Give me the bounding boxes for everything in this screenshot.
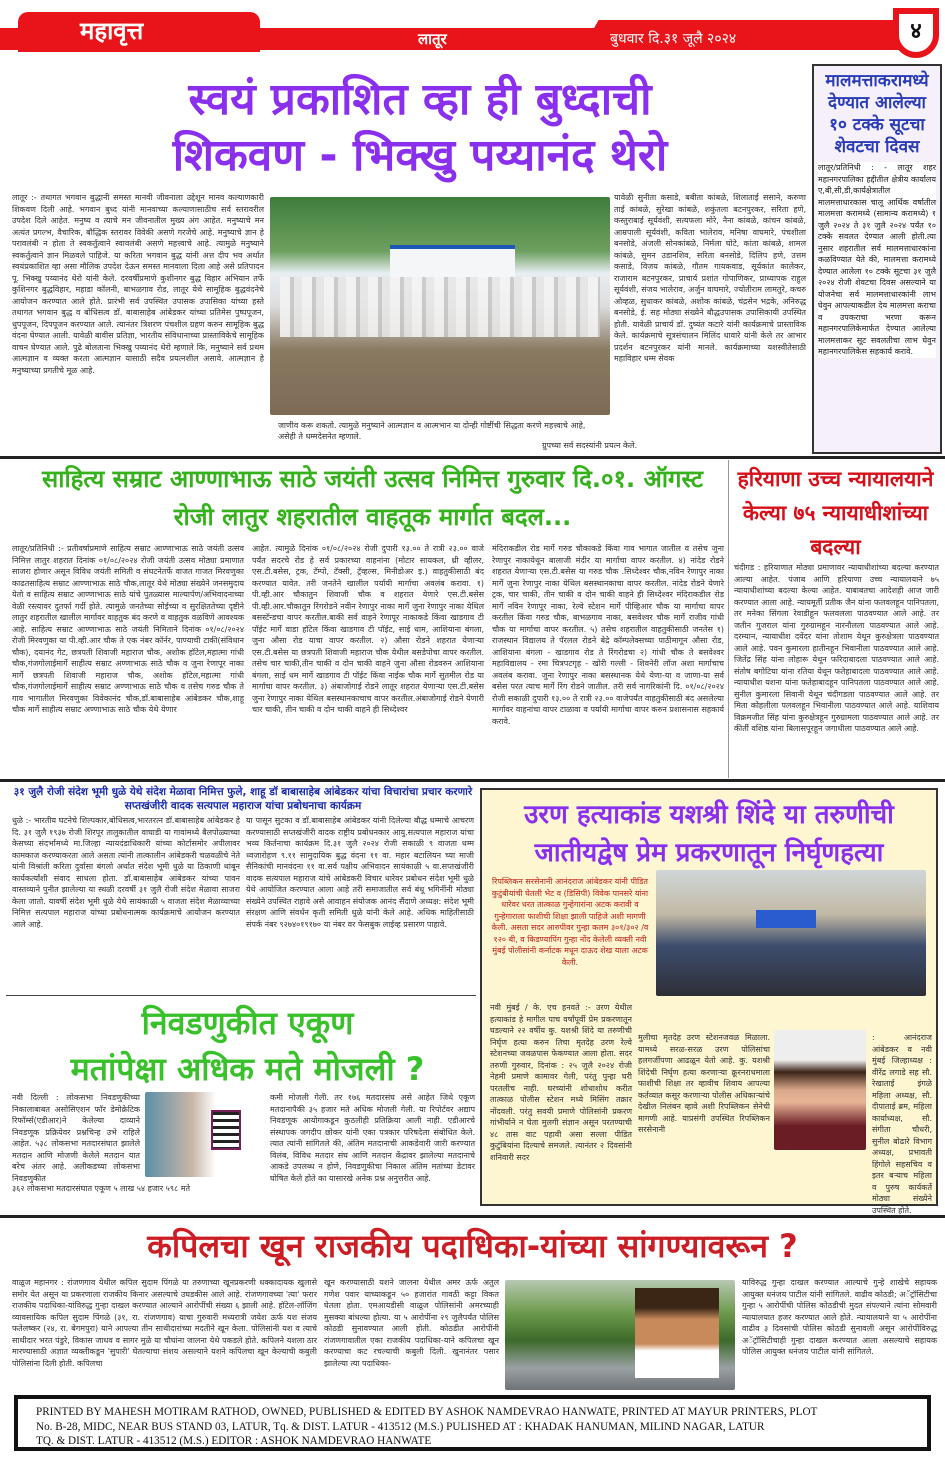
edition-city: लातूर [418, 30, 447, 48]
masthead [0, 0, 945, 60]
traffic-column-1: लातूर/प्रतिनिधी :- प्रतीवर्षाप्रमाणे साहित्य सम्राट आण्णाभाऊ साठे जयंती उत्सव निमित्त लातुर शहरात दिनांक ०१/०८/२०२४ रोजी जयंती उत्सव मोठ्या प्रमाणात साजरा होणार असून विविध जयंती समिती व संघटनेतर्फे वाजत गाजत मिरवणुका काढतसाहित्य सम्राट आण्णाभाऊ साठे चौक,लातूर येथे मोठ्या संख्येने जनसमुदाय येतो व साहित्य सम्राट आण्णाभाऊ साठे यांचे पुतळ्यास माल्यार्पण/अभिवादनाच्या वेळी रस्त्यावर दुतर्फा गर्दी होते. त्यामुळे जनतेच्या सोईच्या व सुरक्षिततेच्या दृष्टीने लातुर शहरातील खालील मार्गावर वाहतुक बंद करणे व वाहतुक वळविणे आवश्यक आहे. साहित्य सम्राट आण्णाभाऊ साठे जयंती निमिताने दिनांक ०१/०८/२०२४ रोजी मिरवणुका या पी.व्ही.आर चौक ते एक नंबर कॉर्नर, पाण्याची टाकी(संविधान चौक), दयानंद गेट, छत्रपती शिवाजी महाराज चौक, अशोक हॉटेल,महात्मा गांधी चौक,गंजगोलाईमार्गे साहीत्य सम्राट अण्णाभाऊ साठे चौक व जुना रेणापूर नाका मार्गे छत्रपती शिवाजी महाराज चौक, अशोक हॉटेल,महात्मा गांधी चौक,गंजगोलाईमार्गे साहीत्य सम्राट अण्णाभाऊ साठे चौक व तसेच गरुड चौक ते गाव भागातील मिरवणुका विवेकानंद चौक,डॉ.बाबासाहेब आंबेडकर चौक,शाहू चौक मार्गे साहीत्य सम्राट अण्णाभाऊ साठे चौक येथे येणार [12, 544, 244, 714]
uran-column-2: मुलीचा मृतदेह उरण स्टेशनजवळ मिळाला. यामध्ये सरळ-सरळ उरण पोलिसांचा हलगर्जीपणा आढळून येतो आहे. कु. यशश्री शिंदेची निर्घृण हत्या करणाऱ्या क्रूरनराधमाला फाशीची शिक्षा तर व्हावीच शिवाय आपल्या कर्तव्यात कसूर करणाऱ्या पोलीस अधिकाऱ्यांचे देखील निलंबन व्हावे अशी रिपब्लिकन सेनेची मागणी आहे. याप्रसंगी उपस्थित रिपब्लिकन सरसेनानी [638, 1033, 770, 1134]
uran-column-1: नवी मुंबई / के. एच हनवते :- उरण येथील हत्याकांड हे मागील पाच वर्षांपूर्वी प्रेम प्रकरणातून घडल्याने २२ वर्षीय कु. यशश्री शिंदे या तरुणीची निर्घृण हत्या करुन तिचा मृतदेह उरण रेल्वे स्टेशनच्या जवळपास फेकण्यात आला होता. सदर तरुणी गुरुवार, दिनांक : २५ जुलै २०२४ रोजी नेहमी प्रमाणे कामावर गेली, परंतु पुन्हा घरी परतलीच नाही. घरच्यांनी शोधाशोध करीत तात्काळ पोलीस स्टेशन मध्ये मिसिंग तक्रार नोंदवली. परंतु सवयी प्रमाणे पोलिसांनी प्रकरण गांभीर्याने न घेता मुलगी संज्ञान असून परतण्याची ४८ तास वाट पहावी असा सल्ला पीडित कुटुंबियांना दिल्याचे समजले. त्यानंतर २ दिवसांनी शनिवारी सदर [490, 1003, 632, 1162]
protest-photo [656, 870, 926, 996]
lead-headline [40, 72, 800, 184]
section-divider [0, 779, 945, 782]
election-column-2: कमी मोजली गेली. तर १७६ मतदारसंघ असे आहेत जिथे एकूण मतदानापैकी ३५ हजार मते अधिक मोजली गेली. या रिपोर्टवर अद्याप निवडणूक आयोगाकडून कुठलीही प्रतिक्रिया आली नाही. एडीआरचे संस्थापक जगदीप छोकर यांनी एका पत्रकार परिषदेला संबोधित केले. त्यात त्यांनी सांगितले की, अंतिम मतदानाची आकडेवारी जारी करण्यात विलंब, विविध मतदार संघ आणि मतदान केंद्रावर झालेल्या मतदानाचे आकडे उपलब्ध न होणे, निवडणुकीचा निकाल अंतिम मतांच्या डेटावर घोषित केले होते का यासारखे अनेक प्रश्न अनुत्तरीत आहे. [270, 1093, 475, 1183]
imprint-line-3: TQ. & DIST. LATUR - 413512 (M.S.) EDITOR : ASHOK NAMDEVRAO HANWATE [36, 1435, 432, 1447]
lead-headline-line2: शिकवण - भिक्खु पय्यानंद थेरो [172, 130, 668, 181]
kapil-column-3: याविरुद्ध गुन्हा दाखल करण्यात आल्याचे गुन्हे शाखेचे सहायक आयुक्त धनंजय पाटील यांनी सांगितले. वाढीव कोठडी; अॅट्रॉसिटीचा गुन्हा ५ आरोपींची पोलिस कोठडीची मुदत संपल्याने त्यांना सोमवारी न्यायालयात हजर करण्यात आले होते. न्यायालयाने या ५ आरोपींना वाढीव ३ दिवसांची पोलिस कोठडी सुनावली असून आरोपींविरुद्ध अॅट्रॉसिटीचाही गुन्हा दाखल करण्यात आला असल्याचे सहायक पोलिस आयुक्त धनंजय पाटील यांनी सांगितले. [742, 1278, 937, 1356]
section-divider [0, 1215, 945, 1218]
lead-headline-line1: स्वयं प्रकाशित व्हा ही बुध्दाची [188, 74, 652, 125]
election-headline-line1: निवडणुकीत एकूण [141, 1004, 354, 1042]
divider [6, 995, 476, 996]
police-station-sign [756, 910, 816, 928]
page-number: ४ [893, 8, 939, 58]
election-headline-line2: मतांपेक्षा अधिक मते मोजली ? [70, 1050, 425, 1088]
dhule-column-2: या पासून सुटका व डॉ.बाबासाहेब आंबेडकर यांनी दिलेल्या बौद्ध धम्माचे आचरण करण्यासाठी सप्तखंजीरी वादक राष्ट्रीय प्रबोधनकार आयु.सत्यपाल महाराज यांचा भव्य किर्तनाचा कार्यक्रम दि.३१ जुलै २०२४ रोजी सकाळी ९ वाजता धम्म ध्वजारोहण ९.११ सामुदायिक बुद्ध वंदना ११ वा. महार बटालियन च्या माजी सैनिकांची मानवंदना ११ वा.सर्व पक्षीय अभिवादन सायंकाळी ५ वा.सप्तखंजीरी वादक सत्यपाल महाराज यांचे आंबेडकरी विचार धारेवर प्रबोधन संदेश भूमी धुळे येथे आयोजित करण्यात आला आहे तरी समाजातील सर्व बंधू भगिनींनी मोठ्या संख्येने उपस्थित राहावे असे आवाहन संयोजक आनंद सैंदाणे अध्यक्ष: संदेश भूमी संरक्षण आणि संवर्धन कृती समिती धुळे यांनी केले आहे. अधिक माहितीसाठी संपर्क नंबर ९२७४०१९१७० या नंबर वर फेसबुक लाईव्ह प्रसारण पाहावे. [246, 816, 474, 929]
crime-scene-photo [505, 1280, 735, 1390]
haryana-body: चंदीगड : हरियाणात मोठ्या प्रमाणावर न्यायाधीशांच्या बदल्या करण्यात आल्या आहेत. पंजाब आणि हरियाणा उच्च न्यायालयाने ७५ न्यायाधीशांच्या बदल्या केल्या आहेत. याबाबतचा आदेशही आज जारी करण्यात आला आहे. न्यायमूर्ती प्रतीक जैन यांना फलवलहून पानिपतला, तर मनेका सिंगला रेवाडीहून फलवलला पाठवण्यात आले आहे. तर जतीन गुजराल यांना गुरुग्रामहून नारनौलला पाठवण्यात आले आहे. दरम्यान, न्यायाधीश दवेंदर यांना तोशाम येथून कुरुक्षेत्रला पाठवण्यात आले आहे. पवन कुमारला हातीनहून भिवानीला पाठवण्यात आले आहे. जितेंद्र सिंह यांना लोहारू येथून फरिदाबादला पाठवण्यात आले आहे. संतोष बगोटिया यांना रतिया येथून फतेहाबादला पाठवण्यात आले आहे. न्यायाधीश यशना यांना फतेहाबादहून पानिपतला पाठवण्यात आले आहे. सुनील कुमारला सिवानी येथून चंदीगडला पाठवण्यात आले आहे. तर मिता कोहलीला पलवलहून भिवानीला पाठवण्यात आले आहे. याशिवाय विक्रमजीत सिंह यांना कुरुक्षेत्रहून गुरुग्रामला पाठवण्यात आले आहे. तर कीर्ती वशिष्ठ यांना बिलासपूरहून जगाधीला पाठवण्यात आले आहे. [734, 563, 939, 733]
lead-column-1: लातूर :- तथागत भगवान बुद्धानी समस्त मानवी जीवनाला उद्देशून मानव कल्याणकारी शिकवण दिली आहे. भगवान बुध्द यांनी मानवाच्या कल्याणासाठीच सर्व स्तरावरील उपदेश दिले आहेत. मनुष्य व त्याचे मन जीवनातील मुख्य अंग आहेत. मनुष्याचे मन अत्यंत प्रगल्भ, वैचारिक, बौद्धिक स्तरावर विवेकी असणे गरजेचे आहे. मनुष्याचे ज्ञान हे परावलंबी न होता ते स्वकर्तुत्वाने स्वावलंबी असणे महत्त्वाचे आहे. त्यामुळे मनुष्याने स्वकर्तुत्वाने ज्ञान मिळवले पाहिजे. या करिता भगवान बुद्ध यांनी अत्त दीप भव अर्थात स्वयंप्रकाशित व्हा असा मौलिक उपदेश देऊन समस्त मानवाला दिला आहे असे प्रतिपादन पू. भिक्खु पय्यानंद थेरो यांनी केले. दरवर्षीप्रमाणे कुशीनगर बुद्ध विहार अभियान तर्फे कुशिनगर बुद्धविहार, महाडा कॉलनी, बाभळगाव रोड, लातूर येथे सामूहिक बुद्धवंदनेचे आयोजन करण्यात आले होते. प्रारंभी सर्व उपस्थित उपासक उपासिका यांच्या हस्ते तथागत भगवान बुद्ध व बोधिसत्व डॉ. बाबासाहेब आंबेडकर यांच्या प्रतिमेस पुष्पपूजन, धुपपूजन, दिपपूजन करण्यात आले. त्यानंतर त्रिशरण पंचशील ग्रहण करुन सामूहिक बुद्ध वंदना घेण्यात आली. यावेळी बावीस प्रतिज्ञा, भारतीय संविधानाच्या प्रास्ताविकेचे सामूहिक वाचन घेण्यात आले. पुढे बोलताना भिक्खु पय्यानंद थेरो म्हणाले कि, मनुष्याने सर्व प्रथम आत्मज्ञान व व्यक्त करता आत्मज्ञान यासाठी सदैव प्रयत्नशील असावे. आत्मज्ञान हे मनुष्याच्या प्रगतीचे मूळ आहे. [12, 193, 264, 375]
uran-headline: उरण हत्याकांड यशश्री शिंदे या तरुणीची जातीयद्वेष प्रेम प्रकरणातून निर्घृणहत्या [524, 800, 894, 868]
uran-story-box [480, 788, 938, 1215]
section-divider [0, 456, 945, 459]
lead-caption-right: ग्रुपच्या सर्व सदस्यांनी प्रयत्न केले. [542, 441, 638, 450]
crowd [280, 277, 600, 337]
imprint-line-2: No. B-28, MIDC, NEAR BUS STAND 03, LATUR, Tq. & DIST. LATUR - 413512 (M.S.) PULISHED AT : KHADAK HANUMAN, MILIND NAGAR, LATUR [36, 1420, 765, 1433]
dhule-headline: ३१ जुलै रोजी संदेश भूमी धुळे येथे संदेश मेळावा निमित्त फुले, शाहू डॉ बाबासाहेब आंबेडकर यांचा विचारांचा प्रचार करणारे सप्तखंजीरी वादक सत्यपाल महाराज यांचा प्रबोधनाचा कार्यक्रम [13, 786, 473, 812]
victim-inset-photo [635, 1288, 719, 1378]
election-headline [20, 1000, 475, 1092]
lead-column-3: यावेळी सुनीता कसाडे, बबीता कांबळे, शिलाताई ससाने, करुणा ताई कांबळे, सुरेखा कांबळे, शकुंतला बटनपुरकर, सरिता हणे, कस्तुराबाई सूर्यवंशी, सत्यफला मोरे, नैना कांबळे, कांचन कांबळे, आम्रपाली सूर्यवंशी, कविता भालेराव, मनिषा वाघमारे, पंचशीला बनसोडे, अंजली सोनकांबळे, निर्मला घोटे, कांता कांबळे, शामल कांबळे, सुमन उडानशिव, सरिता बनसोडे, दिलिप हणे, उत्तम कसाडे, विजय कांबळे, गौतम गायकवाड, सूर्यकांत कालेकर, राजाराम बटनपुरकर, प्राचार्य प्रशांत गोपाणिकर, प्राध्यापक राहुल सूर्यवंशी, संजय भालेराव, अर्जुन वाघमारे, ज्योतीराम लामतुरे, कचरु ओव्हळ, सुधाकर कांबळे, अशोक कांबळे, चंद्रसेन भद्रके, अनिरुद्ध बनसोडे, ई. सह मोठ्या संख्येने बौद्धउपासक उपासिकायी उपस्थित होती. यावेळी प्राचार्य डॉ. दुष्यंत कटारे यांनी कार्यक्रमाचे प्रास्ताविक केले. कार्यक्रमाचे सूत्रसंचालन मिलिंद धावारे यांनी केले तर आभार प्रदर्शन बटनपुरकर यांनी मानले. कार्यक्रमाच्या यशस्वीतेसाठी महाविहार धम्म सेवक [614, 193, 806, 363]
election-column-1: नवी दिल्ली : लोकसभा निवडणुकीच्या निकालाबाबत असोसिएशन फॉर डेमोक्रेटिक रिफॉर्म्स(एडीआर)ने केलेल्या दाव्याने निवडणूक प्रक्रियेवर प्रश्नचिन्ह उभे राहिले आहेत. ५३८ लोकसभा मतदारसंघात झालेले मतदान आणि मोजणी केलेले मतदान यात बरेच अंतर आहे. अलीकडच्या लोकसभा निवडणुकीत [12, 1093, 140, 1183]
evm-symbol [211, 1110, 241, 1150]
kapil-column-1: वाळूज महानगर : रांजणगाव येथील कपिल सुदाम पिंगळे या तरुणाच्या खूनप्रकरणी धक्कादायक खुलासे समोर येत असून या प्रकरणाला राजकीय किनार असल्याचे उघडकीस आले आहे. रांजणगावच्या 'त्या' फरार राजकीय पदाधिका-यांविरुद्ध गुन्हा दाखल करण्यात आल्याने आरोपींची संख्या ६ झाली आहे. हॉटेल-लॉजिंग व्यावसायिक कपिल सुदाम पिंगळे (३१, रा. रांजणगाव) याचा गुरुवारी मध्यरात्री जयेश ऊर्फ यश संजय फतेलष्कर (२४, रा. बेगमपुरा) याने आपल्या तीन साथीदारांच्या मदतीने खून केला. पोलिसांनी यश व त्याचे साथीदार भरत पंडुरे, विकास जाधव व सागर मुळे या चौघांना जालना येथे पकडले होते. कपिलने यशला ठार मारण्यासाठी अज्ञात व्यक्तीकडून 'सुपारी' घेतल्याचा संशय असल्याने यशने कपिलचा खून केल्याची कबुली पोलिसांना दिली होती. कपिलचा [12, 1278, 317, 1368]
property-tax-headline: मालमत्ताकरामध्ये देण्यात आलेल्या १० टक्के सूटचा शेवटचा दिवस [825, 71, 929, 157]
imprint-line-1: PRINTED BY MAHESH MOTIRAM RATHOD, OWNED, PUBLISHED & EDITED BY ASHOK NAMDEVRAO HANWATE, PRINTED AT MAYUR PRINTERS, PLOT [36, 1406, 818, 1418]
property-tax-box [812, 64, 942, 454]
election-column-1-tail: ३६२ लोकसभा मतदारसंघात एकूण ५ लाख ५४ हजार ५९८ मते [12, 1184, 191, 1193]
uran-column-3: : आनंदराज आंबेडकर व नवी मुंबई जिल्हाध्यक्ष : वीरेंद्र लगाडे सह सौ. रेखाताई इंगळे महिला अध्यक्ष, सौ. दीपाताई ब्रम, महिला कार्याध्यक्ष, सौ. संगीता चौधरी, सुनील बोढारे विभाग अध्यक्ष, प्रभावती हिंगोले सहसचिव व इतर बऱ्याच महिला व पुरुष कार्यकर्ते मोठ्या संख्येने उपस्थित होते. [872, 1033, 932, 1215]
kapil-headline: कपिलचा खून राजकीय पदाधिका-यांच्या सांगण्यावरून ? [147, 1227, 798, 1265]
newspaper-title: महावृत्त [18, 12, 260, 52]
victim-portrait [774, 1030, 866, 1150]
traffic-column-2: आहेत. त्यामुळे दिनांक ०१/०८/२०२४ रोजी दुपारी १३.०० ते रात्री २३.०० वाजे पर्यंत सदरचे रोड हे सर्व प्रकारच्या वाहनांना (मोटार सायकल, थ्री व्हीलर, एस.टी.बसेस, ट्रक, टॅम्पो, टॅक्सी, ट्रॅव्हल्स, मिनीडोअर इ.) वाहतुकीसाठी बंद करण्यात यावेत. तरी जनतेने खालील पर्यायी मार्गाचा अवलंब करावा. १) पी.व्ही.आर चौकातुन शिवाजी चौक व शहरात येणारे एस.टी.बसेस पी.व्ही.आर.चौकातुन रिंगरोडने नवीन रेणापुर नाका मार्गे जुना रेणापुर नाका येथिल बसस्टॅन्डचा वापर करतील.बाकी सर्व वाहने रेणापूर नाकाकडे किंवा खाडगाव टी पॉईट मार्गे वाडा हॉटेल किंवा खाडगाव टी पॉईट, साई धाम, आशियाना बंगला, जुना औसा रोड याचा वापर करतील. २) औसा रोडने शहरात येणाऱ्या एस.टी.बसेस या छत्रपती शिवाजी महाराज चौक येथील बसडेपोचा वापर करतील. तसेच चार चाकी,तीन चाकी व दोन चाकी वाहने जुना औसा रोडवरुन आशियाना बंगला, साई धम मार्गे खाडगाव टी पॉईट किंवा नाईक चौक मार्गे सुतमील रोड या मार्गाचा वापर करतील. ३) अंबाजोगाई रोडने लातूर शहरात येणाऱ्या एस.टी.बसेस जुना रेणापुर नाका येथिल बसस्थानकाचाच वापर करतील.अंबाजोगाई रोडने येणारी चार चाकी, तीन चाकी व दोन चाकी वाहने ही सिध्देश्वर [252, 544, 484, 714]
lead-photo [270, 197, 610, 415]
kapil-column-2: खून करण्यासाठी यशने जालना येथील अमर ऊर्फ अतुल गणेश पवार याच्याकडून ५० हजारांत गावठी कट्टा विकत घेतला होता. एमआयडीसी वाळूज पोलिसांनी अमरच्याही मुसक्या बांधल्या होत्या. या ५ आरोपींना २९ जुलैपर्यंत पोलिस कोठडी सुनावण्यात आली होती. कोठडीत आरोपींनी रांजणगावातील एका राजकीय पदाधिका-याने कपिलचा खून करण्याचा कट रचल्याची कबुली दिली. खुनानंतर पसार झालेल्या त्या पदाधिका- [324, 1278, 499, 1368]
voting-photo [145, 1092, 263, 1177]
property-tax-body: लातूर/प्रतिनिधी : - लातूर शहर महानगरपालिका हद्दीतील क्षेत्रीय कार्यालय ए,बी,सी,डी,कार्यक्षेत्रातील मालमत्ताधारकास चालू आर्थिक वर्षातील मालमत्ता करामध्ये (सामान्य करामध्ये) १ जुलै २०२४ ते ३१ जुलै २०२४ पर्यंत १० टक्के सवलत देण्यात आली होती.त्या नुसार शहरातील सर्व मालमत्ताधारकांना कळविण्यात येते की, मालमत्ता करामध्ये देण्यात आलेला १० टक्के सूटचा ३१ जुलै २०२४ रोजी शेवटचा दिवस असल्याने या योजनेचा सर्व मालमत्ताधारकांनी लाभ घेवुन आपल्याकडील देय मालमत्ता कराचा व उपकराचा भरणा करून महानगरपालिकेमार्फत देण्यात आलेल्या मालमत्ताकर सूट सवलतीचा लाभ घेवुन महानगरपालिकेस सहकार्य करावे. [818, 163, 936, 356]
uran-highlight: रिपब्लिकन सरसेनानी आनंदराज आंबेडकर यांनी पीडित कुटुंबीयांची घेतली भेट व (डिसिपी) विवेक पानसरे यांना धारेवर धरत तात्काळ गुन्हेगारांना अटक करावी व गुन्हेगाराला फाशीची शिक्षा झाली पाहिजे अशी मागणी केली. असता सदर आरुपीवर गुन्हा कलम ३०१/३०२ /व १२० बी, व किडण्यापिंग गुन्हा नोंद केलेली व्यक्ती नवी मुंबई पोलीसांनी कर्नाटक मधून दाऊद शेख याला अटक केली. [491, 877, 649, 967]
traffic-headline: साहित्य सम्राट आण्णाभाऊ साठे जयंती उत्सव निमित्त गुरुवार दि.०१. ऑगस्ट रोजी लातुर शहरातील वाहतूक मार्गात बदल... [42, 465, 703, 531]
printer-imprint [14, 1395, 931, 1451]
lead-photo-caption: जाणीव करू शकतो. त्यामुळे मनुष्याने आत्मज्ञान व आत्मभान या दोन्ही गोष्टींची सिद्धता करणे महत्त्वाचे आहे, असेही ते धम्मदेसनेत म्हणाले. [278, 421, 586, 441]
issue-date: बुधवार दि.३१ जूलै २०२४ [610, 31, 737, 47]
dhule-column-1: धुळे :- भारतीय घटनेचे शिल्पकार,बोधिसत्व,भारतरत्न डॉ.बाबासाहेब आंबेडकर हे दि. ३१ जुलै १९३७ रोजी शिरपूर तालुकातील वाघाडी या गावांमध्ये बैलपोळ्याच्या केसच्या संदर्भामध्ये मा.जिल्हा न्यायदंडाधिकारी यांच्या कोर्टासमोर अपीलावर कामकाज करण्याकरता आले असता त्यांनी तात्कालीन आंबेडकरी चळवळीचे नेते यांनी विश्रांती करिता दुर्वासा बंगलो अर्थात संदेश भूमी धुळे या ठिकाणी थांबून कार्यकर्त्यांशी संवाद साधला होता. डॉ.बाबासाहेब आंबेडकर यांच्या पावन वास्तव्याने पुनीत झालेल्या या स्थळी दरवर्षी ३१ जुलै रोजी संदेश मेळावा साजरा केला जातो. यावर्षी संदेश भूमी धुळे येथे सायंकाळी ५ वाजता संदेश मेळाव्याच्या निमित्त सत्यपाल महाराज यांच्या प्रबोधनात्मक कार्यक्रमाचे आयोजन करण्यात आले आहे. [12, 816, 240, 929]
traffic-column-3: मंदिराकडील रोड मार्गे गरुड चौकाकडे किंवा गाव भागात जातील व तसेच जुना रेणापुर नाकायेथून बालाजी मंदीर या मार्गाचा वापर करतील. ४) नांदेड रोडने शहरात येणाऱ्या एस.टी.बसेस या गरुड चौक .सिध्देश्वर चौक,नविन रेणापुर नाका मार्गे जुना रेणापुर नाका येथिल बसस्थानकाचा वापर करतील. नांदेड रोडने येणारे ट्रक, चार चाकी, तीन चाकी व दोन चाकी वाहने ही सिध्देश्वर मंदिराकडील रोड मार्गे नविन रेणापूर नाका, रेल्वे स्टेशन मार्गे पीव्हिआर चौक या मार्गाचा वापर करतील किंवा गरुड चौक, बाभळगाव नाका, बसवेश्वर चौक मार्गे राजीव गांधी चौक या मार्गाचा वापर करतील. ५) तसेच शहरातील वाहतुकीसाठी जनतेस १) राजस्थान विद्यालय ते पॅरलल रोडने बेद्रे कॉम्पलेक्सच्या पाठीमागून औसा रोड, आशियाना बंगला - खाडगाव रोड ते रिंगरोडचा २) गांधी चौक ते बसवेश्वर महाविद्यालय - रमा चित्रपटगृह - खोरी गल्ली - शिवनेरी लॉज अशा मार्गाचाच अवलंब करावा. जुना रेणापुर नाका बसस्थानक येथे येणा-या व जाणा-या सर्व बसेस परत त्याच मार्गे रिंग रोडने जातील. तरी सर्व नागरिकांनी दि. ०१/०८/२०२४ रोजी सकाळी दुपारी १३.०० ते रात्री २३.०० वाजेपर्यंत वाहतुकीसाठी बंद असलेल्या मार्गावर वाहनांचा वापर टाळावा व पर्यायी मार्गाचा वापर करुन प्रशासनास सहकार्य करावे. [492, 544, 724, 726]
haryana-headline: हरियाणा उच्च न्यायालयाने केल्या ७५ न्यायाधीशांच्या बदल्या [737, 467, 934, 559]
